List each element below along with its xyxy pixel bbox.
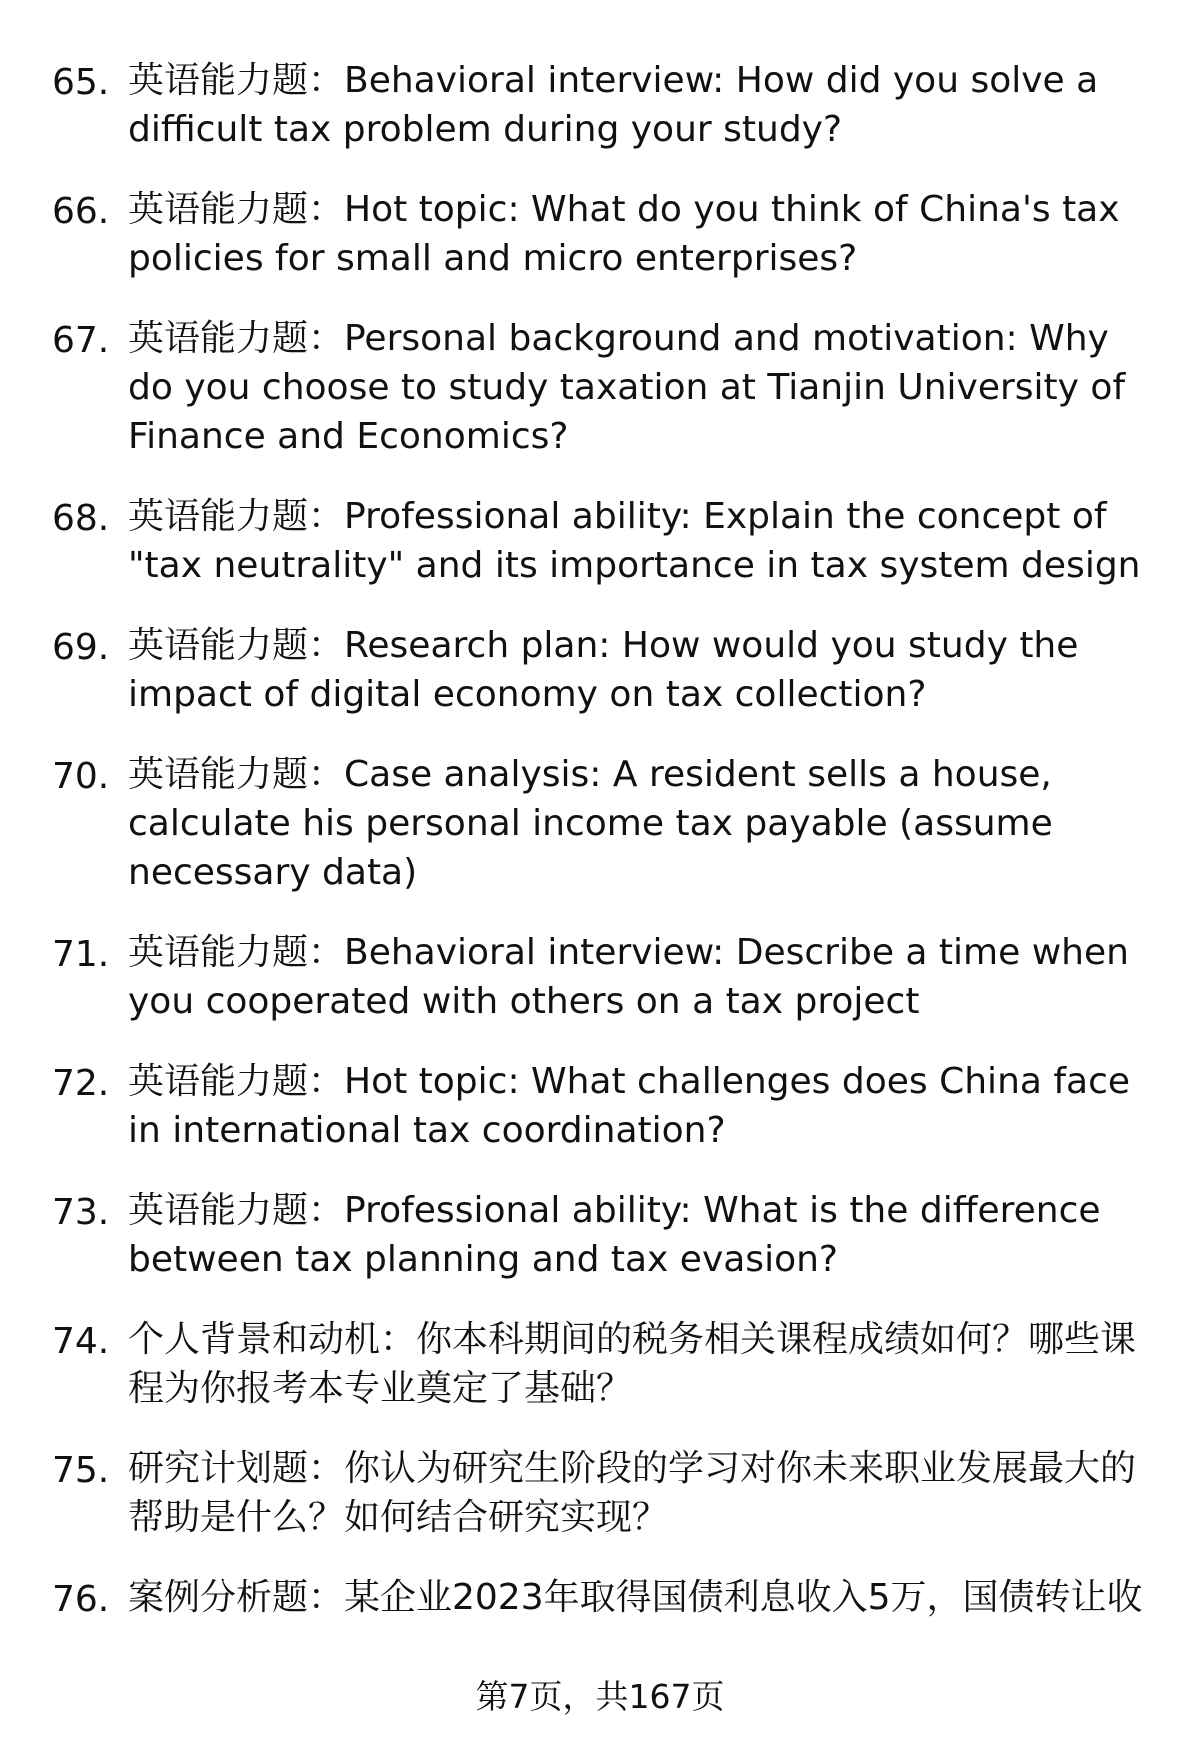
question-number: 75.	[52, 1450, 110, 1491]
question-text: 研究计划题：你认为研究生阶段的学习对你未来职业发展最大的帮助是什么？如何结合研究实现？	[128, 1448, 1137, 1538]
page-footer: 第7页，共167页	[475, 1677, 725, 1716]
question-text: 英语能力题：Research plan: How would you study the impact of digital economy on tax collection?	[128, 625, 1079, 715]
question-text: 英语能力题：Personal background and motivation: Why do you choose to study taxation at Tianjin University of Finance and Economics?	[128, 318, 1126, 457]
question-number: 65.	[52, 62, 110, 103]
question-item-74	[0, 1317, 1200, 1413]
question-item-68	[0, 494, 1200, 590]
question-number: 72.	[52, 1063, 110, 1104]
question-number: 74.	[52, 1321, 110, 1362]
question-item-70	[0, 752, 1200, 897]
question-item-67	[0, 316, 1200, 461]
question-text: 英语能力题：Behavioral interview: How did you solve a difficult tax problem during your study?	[128, 60, 1099, 150]
question-text: 英语能力题：Professional ability: What is the difference between tax planning and tax evasion?	[128, 1190, 1101, 1280]
question-item-76	[0, 1575, 1200, 1624]
question-item-65	[0, 58, 1200, 154]
question-text: 英语能力题：Case analysis: A resident sells a house, calculate his personal income tax payable (assume necessary data)	[128, 754, 1053, 893]
question-item-66	[0, 187, 1200, 283]
question-number: 71.	[52, 934, 110, 975]
question-item-71	[0, 930, 1200, 1026]
question-item-73	[0, 1188, 1200, 1284]
question-text: 英语能力题：Professional ability: Explain the concept of "tax neutrality" and its importance in tax system design	[128, 496, 1141, 586]
question-number: 67.	[52, 320, 110, 361]
question-list	[0, 58, 1200, 1657]
question-text: 英语能力题：Hot topic: What do you think of China's tax policies for small and micro enterprises?	[128, 189, 1120, 279]
question-number: 69.	[52, 627, 110, 668]
question-item-72	[0, 1059, 1200, 1155]
question-text: 英语能力题：Hot topic: What challenges does China face in international tax coordination?	[128, 1061, 1131, 1151]
question-number: 73.	[52, 1192, 110, 1233]
question-number: 76.	[52, 1579, 110, 1620]
question-text: 英语能力题：Behavioral interview: Describe a time when you cooperated with others on a tax project	[128, 932, 1129, 1022]
question-number: 68.	[52, 498, 110, 539]
question-item-69	[0, 623, 1200, 719]
question-item-75	[0, 1446, 1200, 1542]
question-text: 案例分析题：某企业2023年取得国债利息收入5万，国债转让收	[128, 1577, 1143, 1618]
question-number: 66.	[52, 191, 110, 232]
question-number: 70.	[52, 756, 110, 797]
question-text: 个人背景和动机：你本科期间的税务相关课程成绩如何？哪些课程为你报考本专业奠定了基础？	[128, 1319, 1137, 1409]
